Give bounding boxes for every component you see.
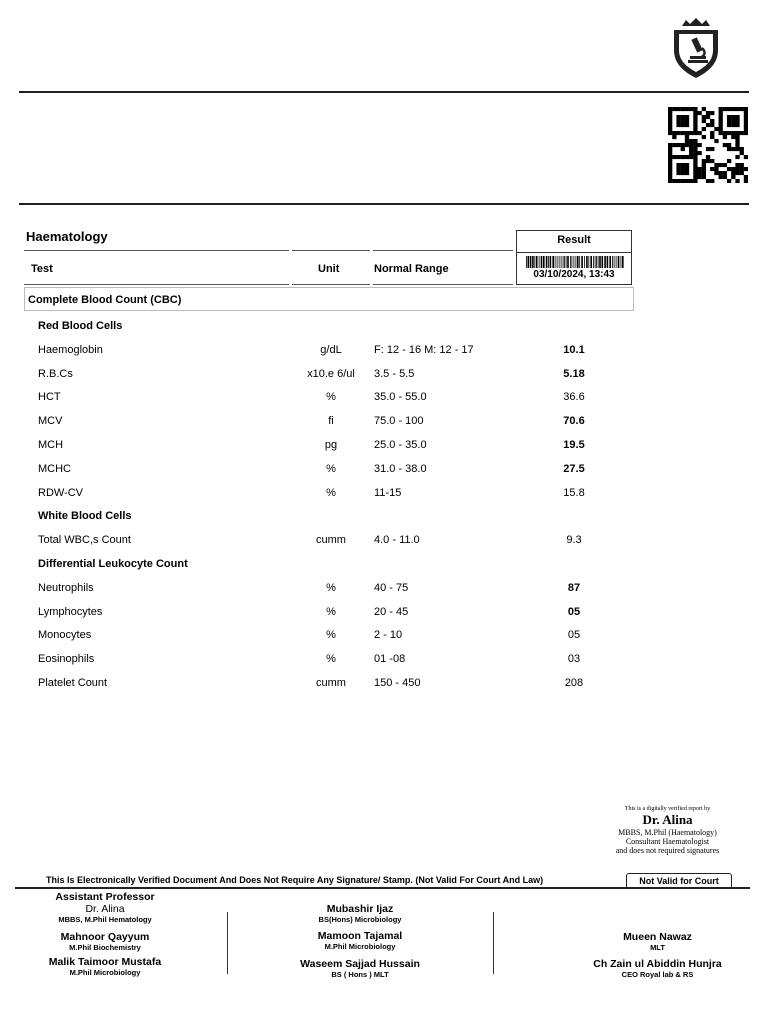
- test-name: RDW-CV: [38, 486, 84, 499]
- not-valid-badge: Not Valid for Court: [626, 873, 732, 889]
- staff-name: Mueen Nawaz: [623, 931, 692, 943]
- test-unit: x10.e 6/ul: [307, 367, 355, 380]
- staff-col1-2: [30, 956, 180, 977]
- test-name: Haemoglobin: [38, 343, 103, 356]
- staff-name: Waseem Sajjad Hussain: [300, 958, 420, 970]
- test-range: 75.0 - 100: [374, 415, 424, 428]
- rule: [373, 284, 513, 285]
- rule: [292, 250, 370, 251]
- test-unit: pg: [324, 439, 338, 451]
- header-divider-2: [19, 203, 749, 205]
- result-header: [516, 230, 632, 285]
- test-name: HCT: [38, 391, 61, 404]
- test-result: 70.6: [563, 415, 585, 428]
- qr-code: [668, 107, 748, 183]
- test-name: Monocytes: [38, 629, 92, 642]
- test-name: Eosinophils: [38, 653, 95, 666]
- staff-name: Mahnoor Qayyum: [60, 931, 150, 943]
- test-unit: %: [326, 391, 336, 404]
- table-row: [0, 653, 768, 671]
- rule: [373, 250, 513, 251]
- table-subheader: [0, 320, 768, 338]
- test-result: 208: [564, 677, 584, 689]
- table-row: [0, 629, 768, 647]
- table-subheader: [0, 558, 768, 576]
- header-divider: [19, 91, 749, 93]
- staff-col2-1: [280, 930, 440, 951]
- staff-qual: BS ( Hons ) MLT: [331, 970, 389, 979]
- staff-col3-1: [570, 958, 745, 979]
- test-range: 20 - 45: [374, 605, 409, 618]
- stamp-qualification: MBBS, M.Phil (Haematology): [618, 828, 717, 837]
- staff-qual: MBBS, M.Phil Hematology: [58, 915, 152, 924]
- test-result: 15.8: [563, 486, 585, 499]
- test-unit: %: [326, 629, 336, 642]
- column-divider: [493, 912, 494, 974]
- stamp-line: This is a digitally verified report by: [624, 806, 711, 812]
- staff-col2-0: [280, 903, 440, 924]
- staff-qual: M.Phil Microbiology: [69, 968, 141, 977]
- test-unit: %: [326, 605, 336, 618]
- test-unit: %: [326, 462, 336, 475]
- rule: [24, 250, 289, 251]
- footer-divider: [15, 887, 750, 889]
- staff-title: Assistant Professor: [55, 891, 155, 903]
- test-unit: g/dL: [320, 343, 342, 356]
- test-result: 87: [567, 581, 581, 594]
- rule: [24, 284, 289, 285]
- col-result: Result: [557, 234, 591, 246]
- test-range: 2 - 10: [374, 629, 403, 642]
- table-row: [0, 534, 768, 552]
- test-result: 05: [567, 605, 581, 618]
- test-range: F: 12 - 16 M: 12 - 17: [374, 343, 474, 356]
- table-subheader: [0, 510, 768, 528]
- staff-qual: M.Phil Biochemistry: [69, 943, 141, 952]
- test-result: 5.18: [563, 367, 585, 380]
- result-date: 03/10/2024, 13:43: [533, 269, 615, 280]
- rule: [292, 284, 370, 285]
- test-range: 35.0 - 55.0: [374, 391, 427, 404]
- test-name: MCV: [38, 415, 63, 428]
- test-name: MCH: [38, 439, 64, 451]
- panel-header: [24, 287, 634, 311]
- staff-name: Ch Zain ul Abiddin Hunjra: [593, 958, 722, 970]
- test-result: 36.6: [563, 391, 585, 404]
- table-row: [0, 487, 768, 505]
- stamp-role: Consultant Haematologist: [625, 837, 710, 846]
- test-result: 9.3: [566, 534, 582, 547]
- test-name: Neutrophils: [38, 581, 94, 594]
- test-range: 25.0 - 35.0: [374, 439, 427, 451]
- test-name: R.B.Cs: [38, 367, 73, 380]
- staff-col1-1: [30, 931, 180, 952]
- test-name: Platelet Count: [38, 677, 108, 689]
- col-unit: Unit: [318, 263, 340, 275]
- test-name: White Blood Cells: [38, 510, 132, 523]
- test-result: 03: [567, 653, 581, 666]
- table-row: [0, 677, 768, 695]
- table-row: [0, 606, 768, 624]
- test-range: 11-15: [374, 486, 402, 499]
- staff-qual: BS(Hons) Microbiology: [318, 915, 402, 924]
- staff-col2-2: [280, 958, 440, 979]
- col-range: Normal Range: [374, 263, 449, 275]
- table-row: [0, 415, 768, 433]
- test-name: MCHC: [38, 462, 71, 475]
- test-unit: fi: [328, 415, 334, 428]
- col-test: Test: [31, 263, 53, 275]
- table-row: [0, 344, 768, 362]
- table-row: [0, 582, 768, 600]
- test-unit: cumm: [316, 677, 346, 689]
- staff-name: Mubashir Ijaz: [326, 903, 394, 915]
- panel-title: Complete Blood Count (CBC): [28, 294, 182, 306]
- test-range: 31.0 - 38.0: [374, 462, 427, 475]
- barcode: [526, 256, 624, 268]
- test-range: 4.0 - 11.0: [374, 534, 420, 547]
- microscope-shield-logo: [668, 16, 724, 80]
- verification-stamp: [580, 806, 755, 855]
- staff-col1-0: [30, 891, 180, 924]
- stamp-note: and does not required signatures: [615, 846, 720, 855]
- staff-qual: MLT: [650, 943, 665, 952]
- table-row: [0, 463, 768, 481]
- test-result: 10.1: [563, 343, 585, 356]
- test-result: 05: [567, 629, 581, 642]
- stamp-name: Dr. Alina: [642, 812, 693, 827]
- staff-qual: M.Phil Microbiology: [324, 942, 396, 951]
- test-name: Red Blood Cells: [38, 320, 123, 332]
- test-unit: %: [326, 486, 336, 499]
- staff-col3-0: [570, 931, 745, 952]
- table-row: [0, 439, 768, 457]
- staff-name: Mamoon Tajamal: [317, 930, 403, 942]
- disclaimer: This Is Electronically Verified Document And Does Not Require Any Signature/ Stamp. (Not Valid For Court And Law): [46, 875, 544, 885]
- test-name: Differential Leukocyte Count: [38, 558, 188, 570]
- test-name: Lymphocytes: [38, 605, 103, 618]
- table-row: [0, 391, 768, 409]
- table-row: [0, 368, 768, 386]
- staff-name: Malik Taimoor Mustafa: [48, 956, 162, 968]
- test-unit: %: [326, 653, 336, 666]
- test-result: 27.5: [563, 462, 585, 475]
- test-unit: %: [326, 581, 336, 594]
- test-result: 19.5: [563, 439, 585, 451]
- test-unit: cumm: [316, 534, 346, 547]
- test-range: 3.5 - 5.5: [374, 367, 415, 380]
- column-divider: [227, 912, 228, 974]
- test-range: 150 - 450: [374, 677, 421, 689]
- staff-name: Dr. Alina: [85, 903, 125, 915]
- section-title: Haematology: [26, 229, 108, 244]
- test-name: Total WBC,s Count: [38, 534, 131, 547]
- staff-qual: CEO Royal lab & RS: [621, 970, 694, 979]
- test-range: 01 -08: [374, 653, 406, 666]
- test-range: 40 - 75: [374, 581, 409, 594]
